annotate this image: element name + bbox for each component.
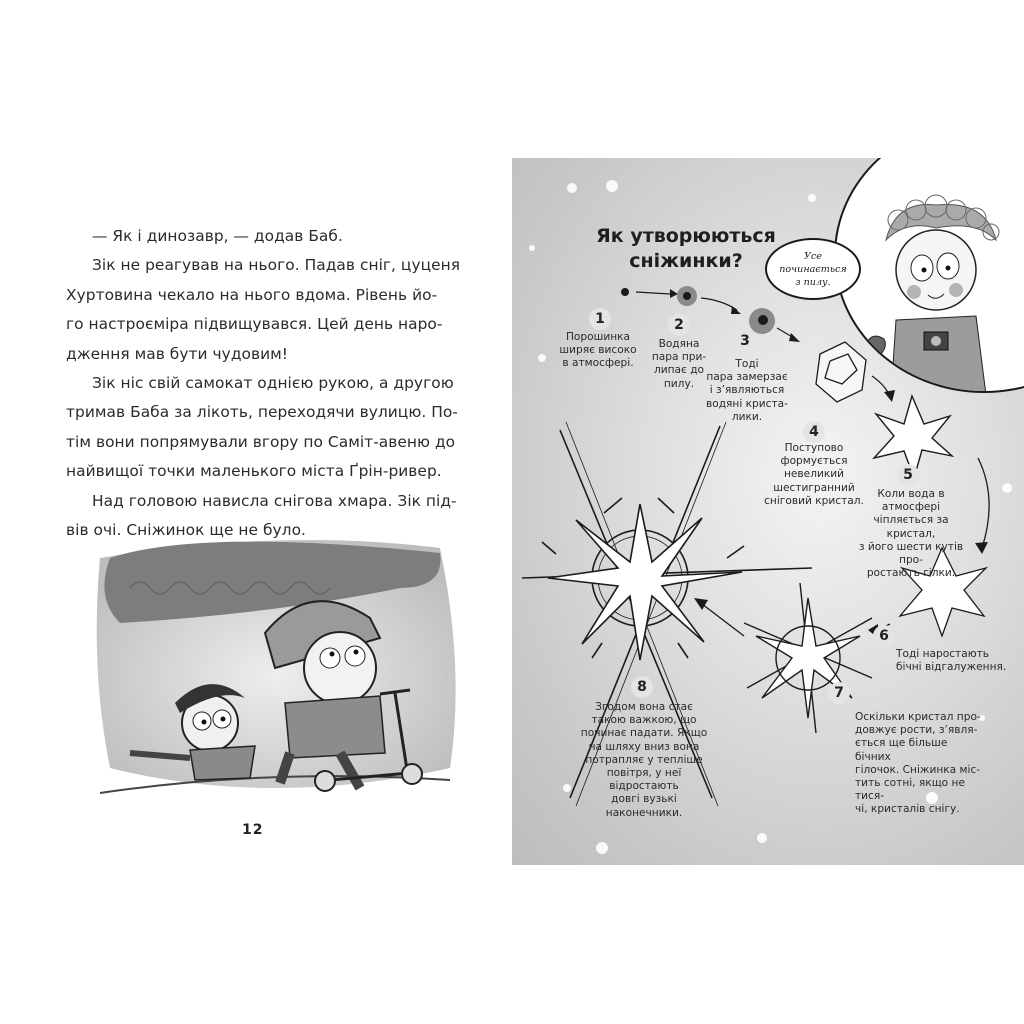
step-caption-1: Порошинка ширяє високо в атмосфері. — [559, 331, 637, 370]
step-number-3: 3 — [734, 330, 756, 352]
step-number-2: 2 — [668, 314, 690, 336]
kids-running-illustration — [80, 518, 465, 808]
step-number-6: 6 — [873, 625, 895, 647]
step-number-8: 8 — [631, 676, 653, 698]
step-number-1: 1 — [589, 308, 611, 330]
step-caption-6: Тоді наростають бічні відгалуження. — [896, 648, 1007, 674]
infographic-title: Як утворюються сніжинки? — [596, 225, 776, 272]
step-number-5: 5 — [897, 464, 919, 486]
paragraph: Зік ніс свій самокат однією рукою, а другою тримав Баба за лікоть, переходячи вулицю. По- тім вони попрямували вгору по Саміт-авеню до найвищої точки маленького міста Ґрін-ривер. — [66, 374, 458, 481]
step-caption-7: Оскільки кристал про- довжує рости, з’явля- ється ще більше бічних гілочок. Сніжинка міс- тить сотні, якщо не тися- чі, кристалів снігу. — [855, 711, 981, 816]
paragraph: — Як і динозавр, — додав Баб. — [92, 227, 343, 245]
paragraph: Зік не реагував на нього. Падав сніг, цуценя Хуртовина чекало на нього вдома. Рівень йо- го настроєміра підвищувався. Цей день наро- дження мав бути чудовим! — [66, 256, 461, 363]
step-caption-2: Водяна пара при- липає до пилу. — [651, 338, 707, 390]
page-number: 12 — [242, 822, 264, 838]
step-caption-3: Тоді пара замерзає і з’являються водяні криста- лики. — [706, 358, 788, 423]
step-caption-4: Поступово формується невеликий шестигранний сніговий кристал. — [764, 442, 864, 507]
step-number-4: 4 — [803, 421, 825, 443]
step-caption-5: Коли вода в атмосфері чіпляється за кристал, з його шести кутів про- ростають гілки. — [858, 488, 964, 580]
hexagonal-crystal — [816, 342, 866, 402]
paragraph: Над головою нависла снігова хмара. Зік під- вів очі. Сніжинок ще не було. — [66, 491, 457, 540]
story-text — [66, 222, 472, 545]
step-caption-8: Згодом вона стає такою важкою, що починає падати. Якщо на шляху вниз вона потрапляє у тепліше повітря, у неї відростають довгі вузькі наконечники. — [580, 701, 708, 819]
right-page-infographic — [512, 158, 1024, 865]
step-number-7: 7 — [828, 682, 850, 704]
dendrite-snowflake — [744, 583, 872, 733]
speech-bubble: Усе починається з пилу. — [765, 238, 861, 300]
